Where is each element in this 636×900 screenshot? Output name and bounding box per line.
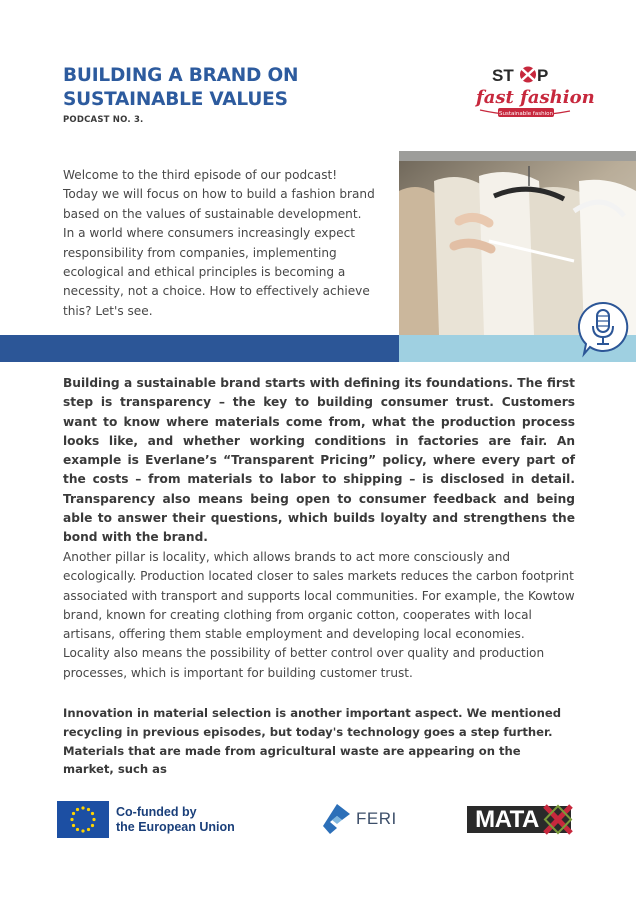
feri-label: FERI [356, 809, 397, 828]
svg-text:Sustainable fashion: Sustainable fashion [499, 111, 553, 117]
microphone-icon [576, 300, 630, 356]
page-title: BUILDING A BRAND ON SUSTAINABLE VALUES [63, 65, 299, 110]
eu-line-2: the European Union [116, 820, 235, 834]
feri-logo [320, 802, 397, 838]
eu-cofunded-logo [57, 801, 237, 839]
feri-logo-icon [320, 802, 354, 836]
locality-paragraph: Another pillar is locality, which allows brands to act more consciously and ecologically. Production located closer to sales markets reduces the carbon footprint associated with transport and supports local communities. For example, the Kowtow brand, known for creating clothing from organic cotton, cooperates with local artisans, offering them stable employment and developing local economies. Locality also means the possibility of better control over quality and production processes, which is important for building customer trust. [63, 550, 575, 680]
svg-text:P: P [537, 66, 549, 85]
intro-paragraph: Welcome to the third episode of our podcast! Today we will focus on how to build a fashion brand based on the values of sustainable development. In a world where consumers increasingly expect responsibility from companies, implementing ecological and ethical principles is becoming a necessity, not a choice. How to effectively achieve this? Let's see. [63, 168, 375, 318]
eu-line-1: Co-funded by [116, 805, 197, 819]
stop-fast-fashion-logo [470, 62, 595, 126]
mata-logo-icon [545, 806, 571, 833]
svg-text:ST: ST [492, 66, 514, 85]
decorative-band-dark [0, 335, 399, 362]
svg-text:fast fashion: fast fashion [476, 87, 595, 108]
eu-flag-icon [57, 801, 109, 838]
mata-label: MATA [467, 806, 547, 833]
mata-logo [467, 803, 573, 837]
podcast-number: PODCAST NO. 3. [63, 115, 144, 125]
transparency-paragraph: Building a sustainable brand starts with defining its foundations. The first step is transparency – the key to building consumer trust. Customers want to know where materials come from, what the production process looks like, and whether working conditions in factories are fair. An example is Everlane’s “Transparent Pricing” policy, where every part of the costs – from materials to labor to shipping – is disclosed in detail. Transparency also means being open to consumer feedback and being able to answer their questions, which builds loyalty and strengthens the bond with the brand. [63, 376, 575, 545]
innovation-paragraph: Innovation in material selection is another important aspect. We mentioned recycling in previous episodes, but today's technology goes a step further. Materials that are made from agricultural waste are appearing on the market, such as [63, 706, 561, 777]
